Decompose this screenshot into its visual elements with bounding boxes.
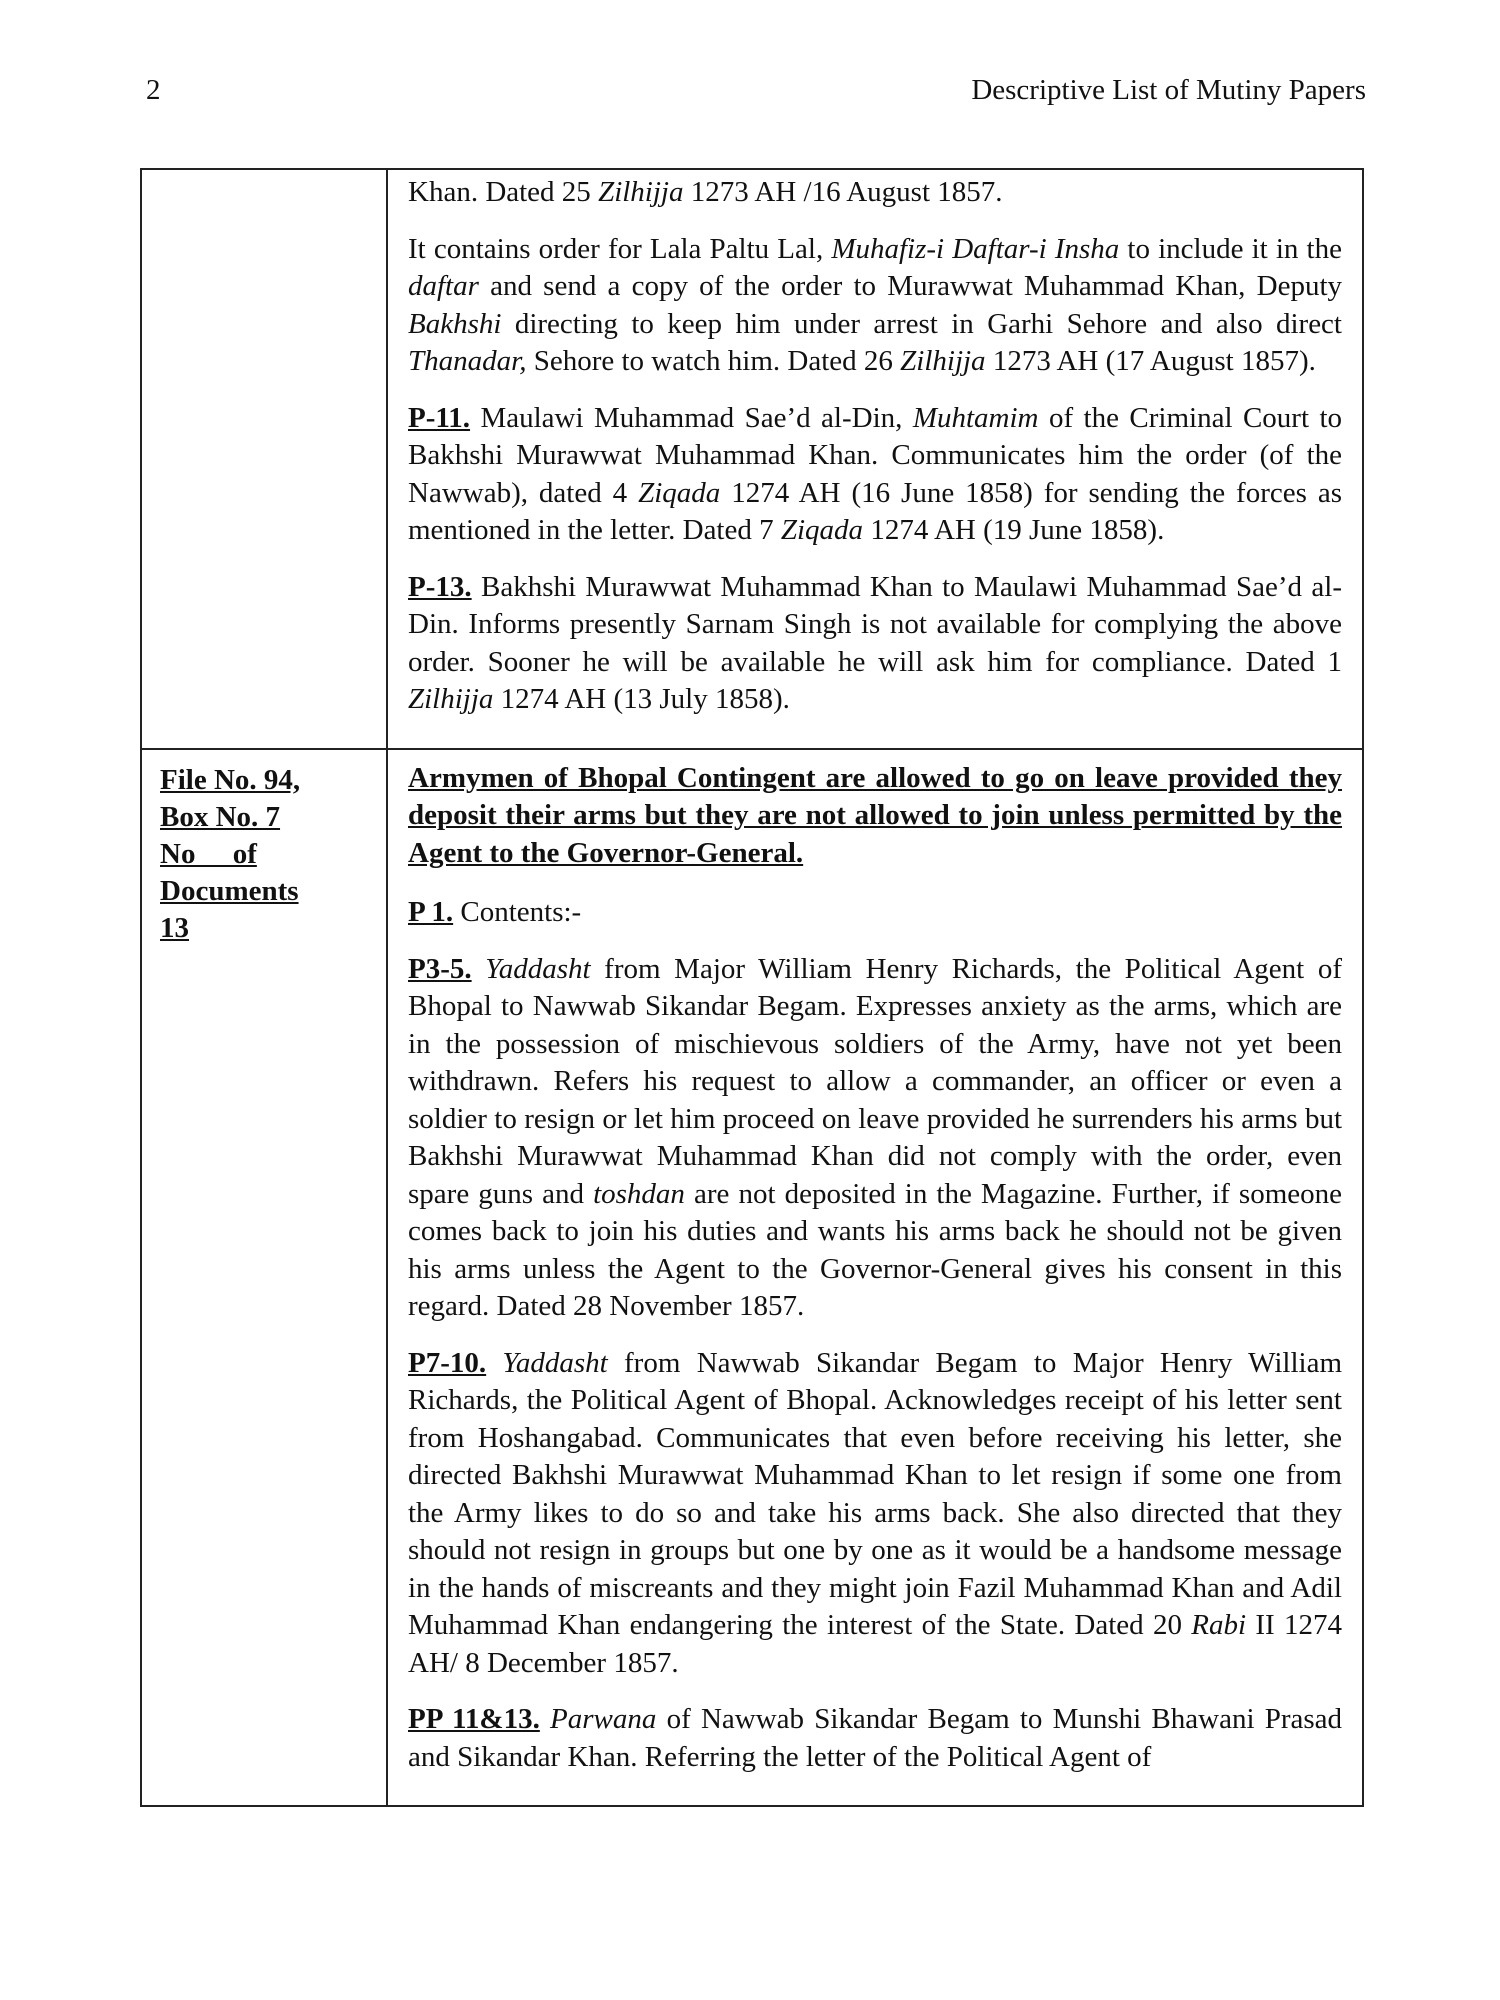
document-count-label-2: Documents [160, 874, 299, 907]
entry-reference-label: P3-5. [408, 952, 472, 985]
entry-text [540, 1703, 550, 1735]
entry-text: Maulawi Muhammad Sae’d al-Din, [470, 401, 913, 434]
entry-paragraph [408, 951, 1342, 1326]
table-row [141, 749, 1363, 1807]
entry-text: Khan. Dated 25 [408, 176, 599, 208]
entry-paragraph [408, 1345, 1342, 1683]
entry-text: Muhafiz-i Daftar-i Insha [831, 232, 1120, 265]
entry-reference-label: PP 11&13. [408, 1703, 540, 1735]
file-info-cell [141, 749, 387, 1807]
entry-list [408, 894, 1342, 1776]
entry-paragraph [408, 569, 1342, 719]
entry-text: Contents:- [453, 896, 582, 928]
entry-text: 1273 AH (17 August 1857). [985, 345, 1316, 377]
entry-paragraph [408, 400, 1342, 550]
table-row [141, 169, 1363, 749]
entry-text: Thanadar, [408, 345, 527, 377]
entry-paragraph [408, 174, 1342, 212]
running-header-title: Descriptive List of Mutiny Papers [971, 74, 1366, 106]
entry-text: Zilhijja [900, 345, 986, 377]
entry-paragraph [408, 1701, 1342, 1776]
entry-list [408, 174, 1342, 719]
entry-text: Ziqada [780, 514, 864, 546]
entry-text: Bakhshi Murawwat Muhammad Khan to Maulawi Muhammad Sae’d al-Din. Informs presently Sarnam Singh is not available for complying the above order. Sooner he will be available he will ask him for compliance. Dated 1 [408, 570, 1342, 678]
entry-text: Yaddasht [502, 1346, 608, 1379]
page-number: 2 [146, 74, 161, 106]
entry-text: Parwana [550, 1703, 657, 1735]
entry-reference-label: P-13. [408, 570, 472, 603]
entry-text: and send a copy of the order to Murawwat Muhammad Khan, Deputy [478, 270, 1342, 302]
entries-cell [387, 169, 1363, 749]
entry-text: It contains order for Lala Paltu Lal, [408, 232, 832, 265]
entry-text: Muhtamim [912, 401, 1039, 434]
entry-text: Zilhijja [408, 683, 494, 715]
entries-cell [387, 749, 1363, 1807]
entry-text: 1274 AH (13 July 1858). [493, 683, 790, 715]
entry-text: Sehore to watch him. Dated 26 [526, 345, 901, 377]
entry-text: toshdan [593, 1177, 685, 1210]
entry-text: 1274 AH (16 June 1858) for sending the forces as mentioned in the letter. Dated 7 [408, 476, 1342, 546]
entry-text: Zilhijja [598, 176, 684, 208]
file-info-cell-empty [141, 169, 387, 749]
entry-text: to include it in the [1119, 232, 1342, 265]
entry-paragraph [408, 894, 1342, 932]
entry-text [486, 1347, 502, 1379]
entry-text: from Nawwab Sikandar Begam to Major Henry William Richards, the Political Agent of Bhopal. Acknowledges receipt of his letter sent from Hoshangabad. Communicates that even before receiving his letter, she directed Bakhshi Murawwat Muhammad Khan to let resign if some one from the Army likes to do so and take his arms back. She also directed that they should not resign in groups but one by one as it would be a handsome message in the hands of miscreants and they might join Fazil Muhammad Khan and Adil Muhammad Khan endangering the interest of the State. Dated 20 [408, 1346, 1342, 1641]
file-meta [160, 750, 368, 947]
entry-text: 1273 AH /16 August 1857. [683, 176, 1003, 208]
file-number: File No. 94, [160, 763, 301, 796]
entry-text: Bakhshi [408, 307, 502, 340]
entry-text: 1274 AH (19 June 1858). [863, 514, 1165, 546]
document-count-label: No of [160, 837, 257, 870]
entry-text: Rabi [1191, 1609, 1247, 1641]
entry-text: are not deposited in the Magazine. Further, if someone comes back to join his duties and wants his arms back he should not be given his arms unless the Agent to the Governor-General gives his consent in this regard. Dated 28 November 1857. [408, 1177, 1342, 1322]
entry-text: of the Criminal Court to Bakhshi Murawwat Muhammad Khan. Communicates him the order (of the Nawwab), dated 4 [408, 401, 1342, 509]
entry-reference-label: P 1. [408, 896, 454, 928]
entry-text: from Major William Henry Richards, the Political Agent of Bhopal to Nawwab Sikandar Begam. Expresses anxiety as the arms, which are in the possession of mischievous soldiers of the Army, have not yet been withdrawn. Refers his request to allow a commander, an officer or even a soldier to resign or let him proceed on leave provided he surrenders his arms but Bakhshi Murawwat Muhammad Khan did not comply with the order, even spare guns and [408, 952, 1342, 1210]
entry-text: daftar [408, 270, 479, 302]
entry-reference-label: P7-10. [408, 1346, 487, 1379]
entry-text [472, 953, 486, 985]
entry-text: Yaddasht [485, 952, 591, 985]
entry-paragraph [408, 231, 1342, 381]
entry-text: of Nawwab Sikandar Begam to Munshi Bhawani Prasad and Sikandar Khan. Referring the letter of the Political Agent of [408, 1703, 1343, 1773]
box-number: Box No. 7 [160, 800, 281, 833]
document-count: 13 [160, 911, 189, 944]
entry-text: directing to keep him under arrest in Garhi Sehore and also direct [501, 307, 1342, 340]
entry-reference-label: P-11. [408, 401, 471, 434]
descriptive-list-table [140, 168, 1364, 1807]
file-subject-title: Armymen of Bhopal Contingent are allowed to go on leave provided they deposit their arms but they are not allowed to join unless permitted by the Agent to the Governor-General. [408, 761, 1342, 869]
entry-text: Ziqada [638, 476, 721, 509]
entry-text: II 1274 AH/ 8 December 1857. [408, 1609, 1342, 1679]
